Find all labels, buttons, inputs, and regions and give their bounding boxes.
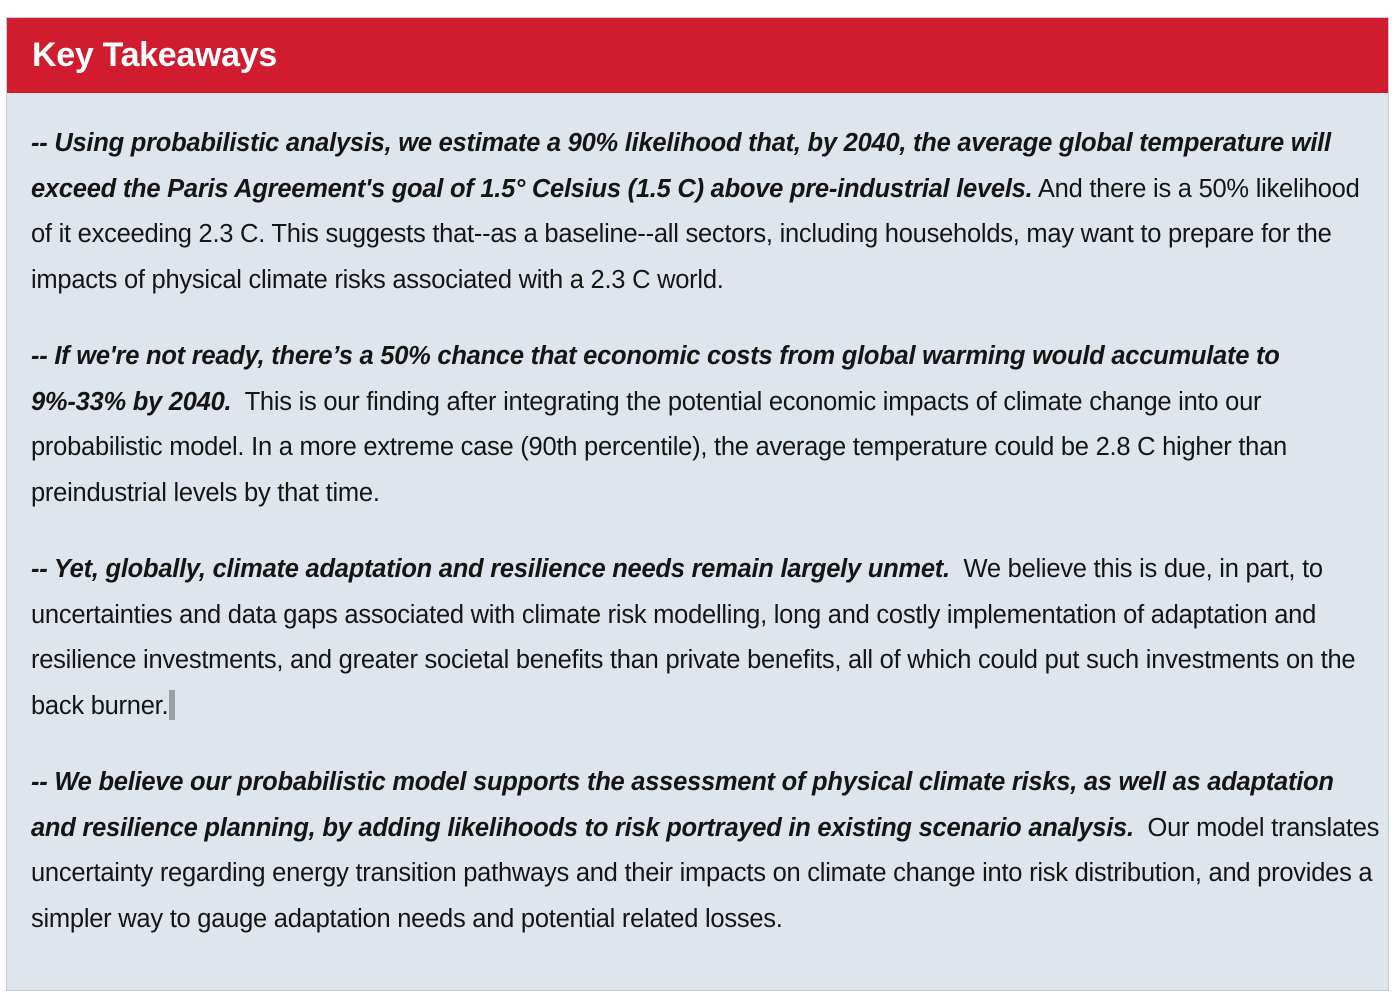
takeaway-body-1: And there is a 50% likelihood of it exceeding 2.3 C. This suggests that--as a baseline--all sectors, including households, may want to prepare for the impacts of physical climate risks associated with a 2.3 C world. bbox=[31, 174, 1360, 294]
takeaway-lead-3: -- Yet, globally, climate adaptation and resilience needs remain largely unmet. bbox=[31, 555, 950, 583]
takeaway-paragraph-4 bbox=[31, 760, 1381, 942]
panel-title: Key Takeaways bbox=[32, 36, 277, 74]
takeaway-body-2: This is our finding after integrating the potential economic impacts of climate change into our probabilistic model. In a more extreme case (90th percentile), the average temperature could be 2.8 C higher than preindustrial levels by that time. bbox=[31, 387, 1287, 507]
takeaway-paragraph-2 bbox=[31, 334, 1381, 516]
takeaway-body-4: Our model translates uncertainty regarding energy transition pathways and their impacts on climate change into risk distribution, and provides a simpler way to gauge adaptation needs and potential related losses. bbox=[31, 813, 1380, 933]
takeaways-content bbox=[7, 93, 1388, 942]
takeaway-lead-1: -- Using probabilistic analysis, we estimate a 90% likelihood that, by 2040, the average global temperature will exceed the Paris Agreement's goal of 1.5° Celsius (1.5 C) above pre-industrial levels. bbox=[31, 129, 1331, 203]
takeaway-paragraph-1 bbox=[31, 121, 1381, 303]
panel-header bbox=[7, 18, 1388, 93]
key-takeaways-panel bbox=[6, 17, 1389, 991]
takeaway-body-3: We believe this is due, in part, to uncertainties and data gaps associated with climate risk modelling, long and costly implementation of adaptation and resilience investments, and greater societal benefits than private benefits, all of which could put such investments on the back burner. bbox=[31, 555, 1356, 720]
takeaway-lead-4: -- We believe our probabilistic model supports the assessment of physical climate risks, as well as adaptation and resilience planning, by adding likelihoods to risk portrayed in existing scenario analysis. bbox=[31, 768, 1334, 842]
takeaway-paragraph-3 bbox=[31, 547, 1381, 729]
text-cursor bbox=[169, 690, 175, 720]
takeaway-lead-2: -- If we're not ready, there’s a 50% chance that economic costs from global warming would accumulate to 9%-33% by 2040. bbox=[31, 342, 1280, 416]
